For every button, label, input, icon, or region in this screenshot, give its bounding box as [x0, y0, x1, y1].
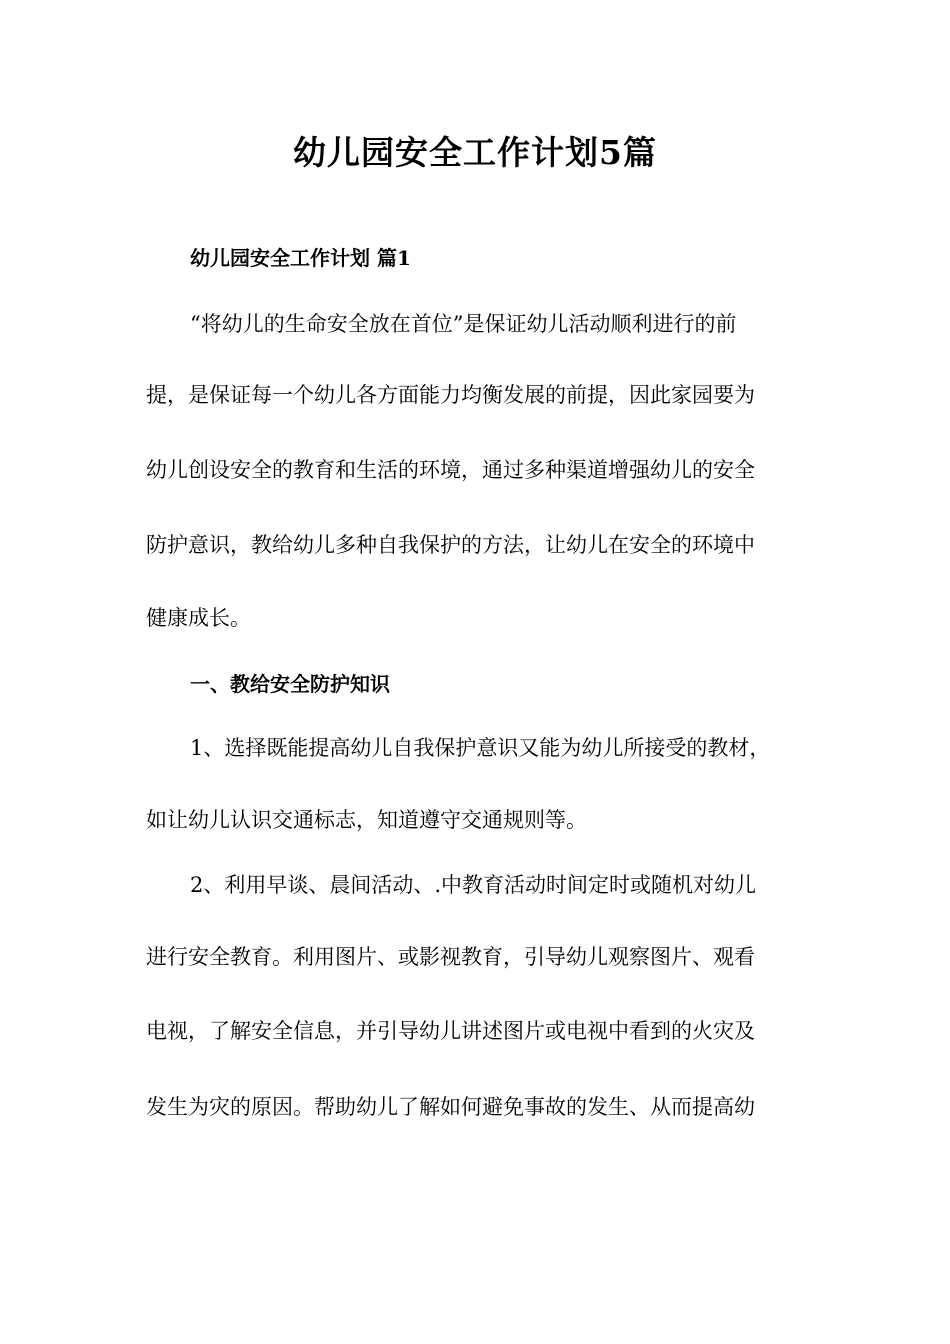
item-line: 发生为灾的原因。帮助幼儿了解如何避免事故的发生、从而提高幼 — [146, 1095, 755, 1119]
item-line: 如让幼儿认识交通标志，知道遵守交通规则等。 — [146, 808, 587, 832]
paragraph-line: 健康成长。 — [146, 606, 251, 630]
paragraph-line: 提，是保证每一个幼儿各方面能力均衡发展的前提，因此家园要为 — [146, 383, 755, 407]
item-line: 进行安全教育。利用图片、或影视教育，引导幼儿观察图片、观看 — [146, 945, 755, 969]
item-line: 电视，了解安全信息，并引导幼儿讲述图片或电视中看到的火灾及 — [146, 1019, 755, 1043]
paragraph-line: “将幼儿的生命安全放在首位”是保证幼儿活动顺利进行的前 — [190, 312, 737, 336]
document-title: 幼儿园安全工作计划5篇 — [293, 133, 657, 172]
item-line: 1、选择既能提高幼儿自我保护意识又能为幼儿所接受的教材， — [190, 736, 771, 760]
item-line: 2、利用早谈、晨间活动、.中教育活动时间定时或随机对幼儿 — [190, 873, 757, 897]
heading-one: 一、教给安全防护知识 — [190, 672, 390, 696]
paragraph-line: 防护意识，教给幼儿多种自我保护的方法，让幼儿在安全的环境中 — [146, 533, 755, 557]
section-title: 幼儿园安全工作计划 篇1 — [190, 246, 411, 270]
paragraph-line: 幼儿创设安全的教育和生活的环境，通过多种渠道增强幼儿的安全 — [146, 458, 755, 482]
